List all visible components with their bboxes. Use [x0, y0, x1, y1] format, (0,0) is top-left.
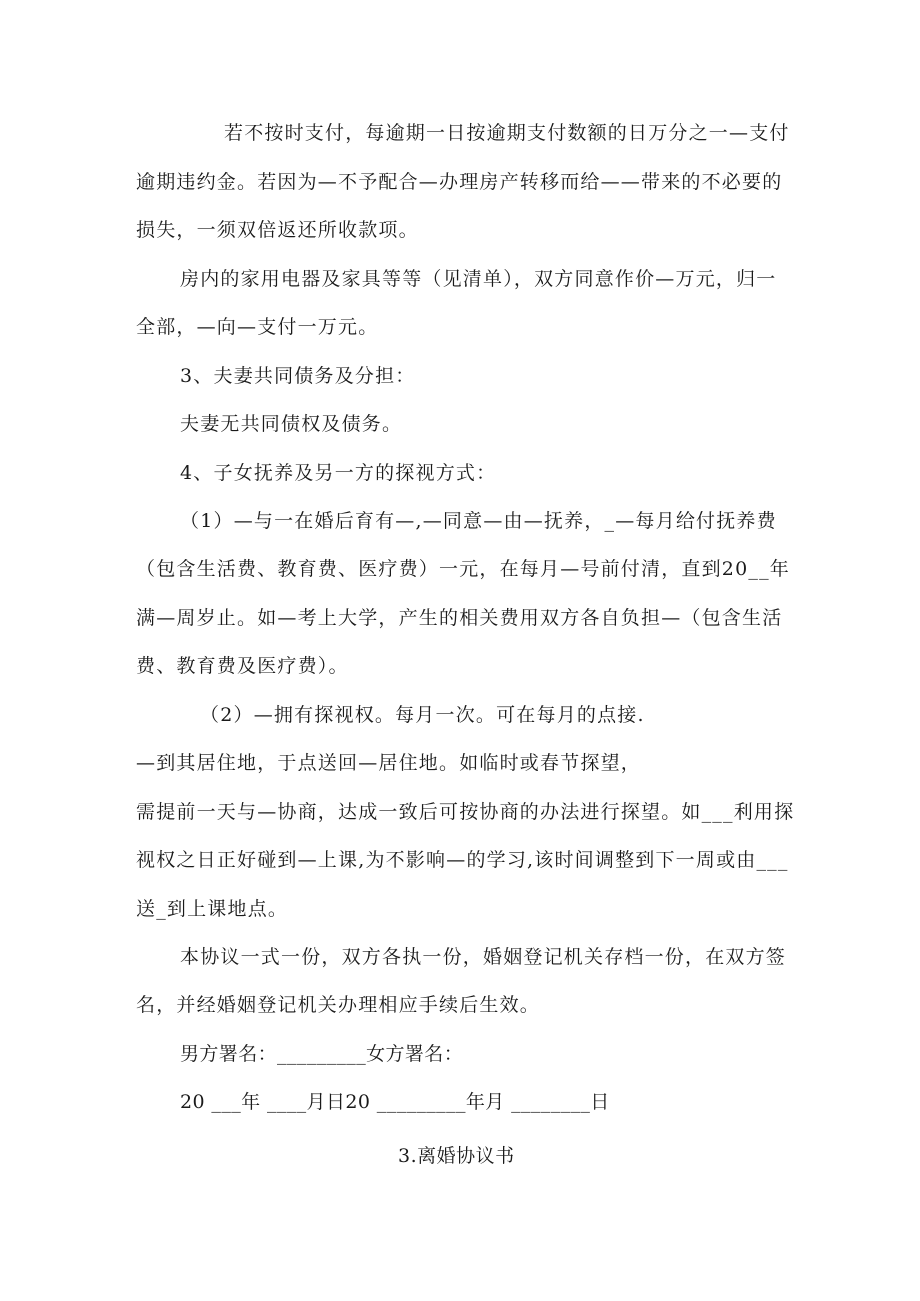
paragraph-line-10: （包含生活费、教育费、医疗费）一元，在每月—号前付清，直到20__年: [136, 558, 790, 580]
paragraph-line-4: 房内的家用电器及家具等等（见清单），双方同意作价—万元，归一: [180, 268, 777, 290]
paragraph-line-5: 全部，—向—支付一万元。: [136, 316, 379, 338]
section-heading-debts: 3、夫妻共同债务及分担：: [180, 365, 416, 387]
paragraph-line-15: 需提前一天与—协商，达成一致后可按协商的办法进行探望。如___利用探: [136, 801, 795, 823]
paragraph-line-19: 名，并经婚姻登记机关办理相应手续后生效。: [136, 994, 541, 1016]
section-heading-children: 4、子女抚养及另一方的探视方式：: [180, 462, 497, 484]
section-title: 3.离婚协议书: [398, 1145, 515, 1167]
paragraph-line-14: —到其居住地，于点送回—居住地。如临时或春节探望，: [136, 752, 642, 774]
paragraph-line-18: 本协议一式一份，双方各执一份，婚姻登记机关存档一份，在双方签: [180, 946, 787, 968]
date-line: 20 ___年 ____月日20 _________年月 ________日: [180, 1091, 610, 1113]
paragraph-line-7: 夫妻无共同债权及债务。: [180, 413, 403, 435]
signature-line: 男方署名：_________女方署名：: [180, 1043, 464, 1065]
paragraph-line-16: 视权之日正好碰到—上课,为不影响—的学习,该时间调整到下一周或由___: [136, 849, 789, 871]
paragraph-line-17: 送_到上课地点。: [136, 898, 289, 920]
paragraph-line-13: （2）—拥有探视权。每月一次。可在每月的点接.: [200, 704, 645, 726]
paragraph-line-9: （1）—与一在婚后育有—,—同意—由—抚养，_—每月给付抚养费: [180, 510, 777, 532]
paragraph-line-3: 损失，一须双倍返还所收款项。: [136, 219, 419, 241]
paragraph-line-12: 费、教育费及医疗费）。: [136, 655, 349, 677]
paragraph-line-11: 满—周岁止。如—考上大学，产生的相关费用双方各自负担—（包含生活: [136, 607, 783, 629]
paragraph-line-1: 若不按时支付，每逾期一日按逾期支付数额的日万分之一—支付: [224, 122, 790, 144]
paragraph-line-2: 逾期违约金。若因为—不予配合—办理房产转移而给——带来的不必要的: [136, 171, 783, 193]
